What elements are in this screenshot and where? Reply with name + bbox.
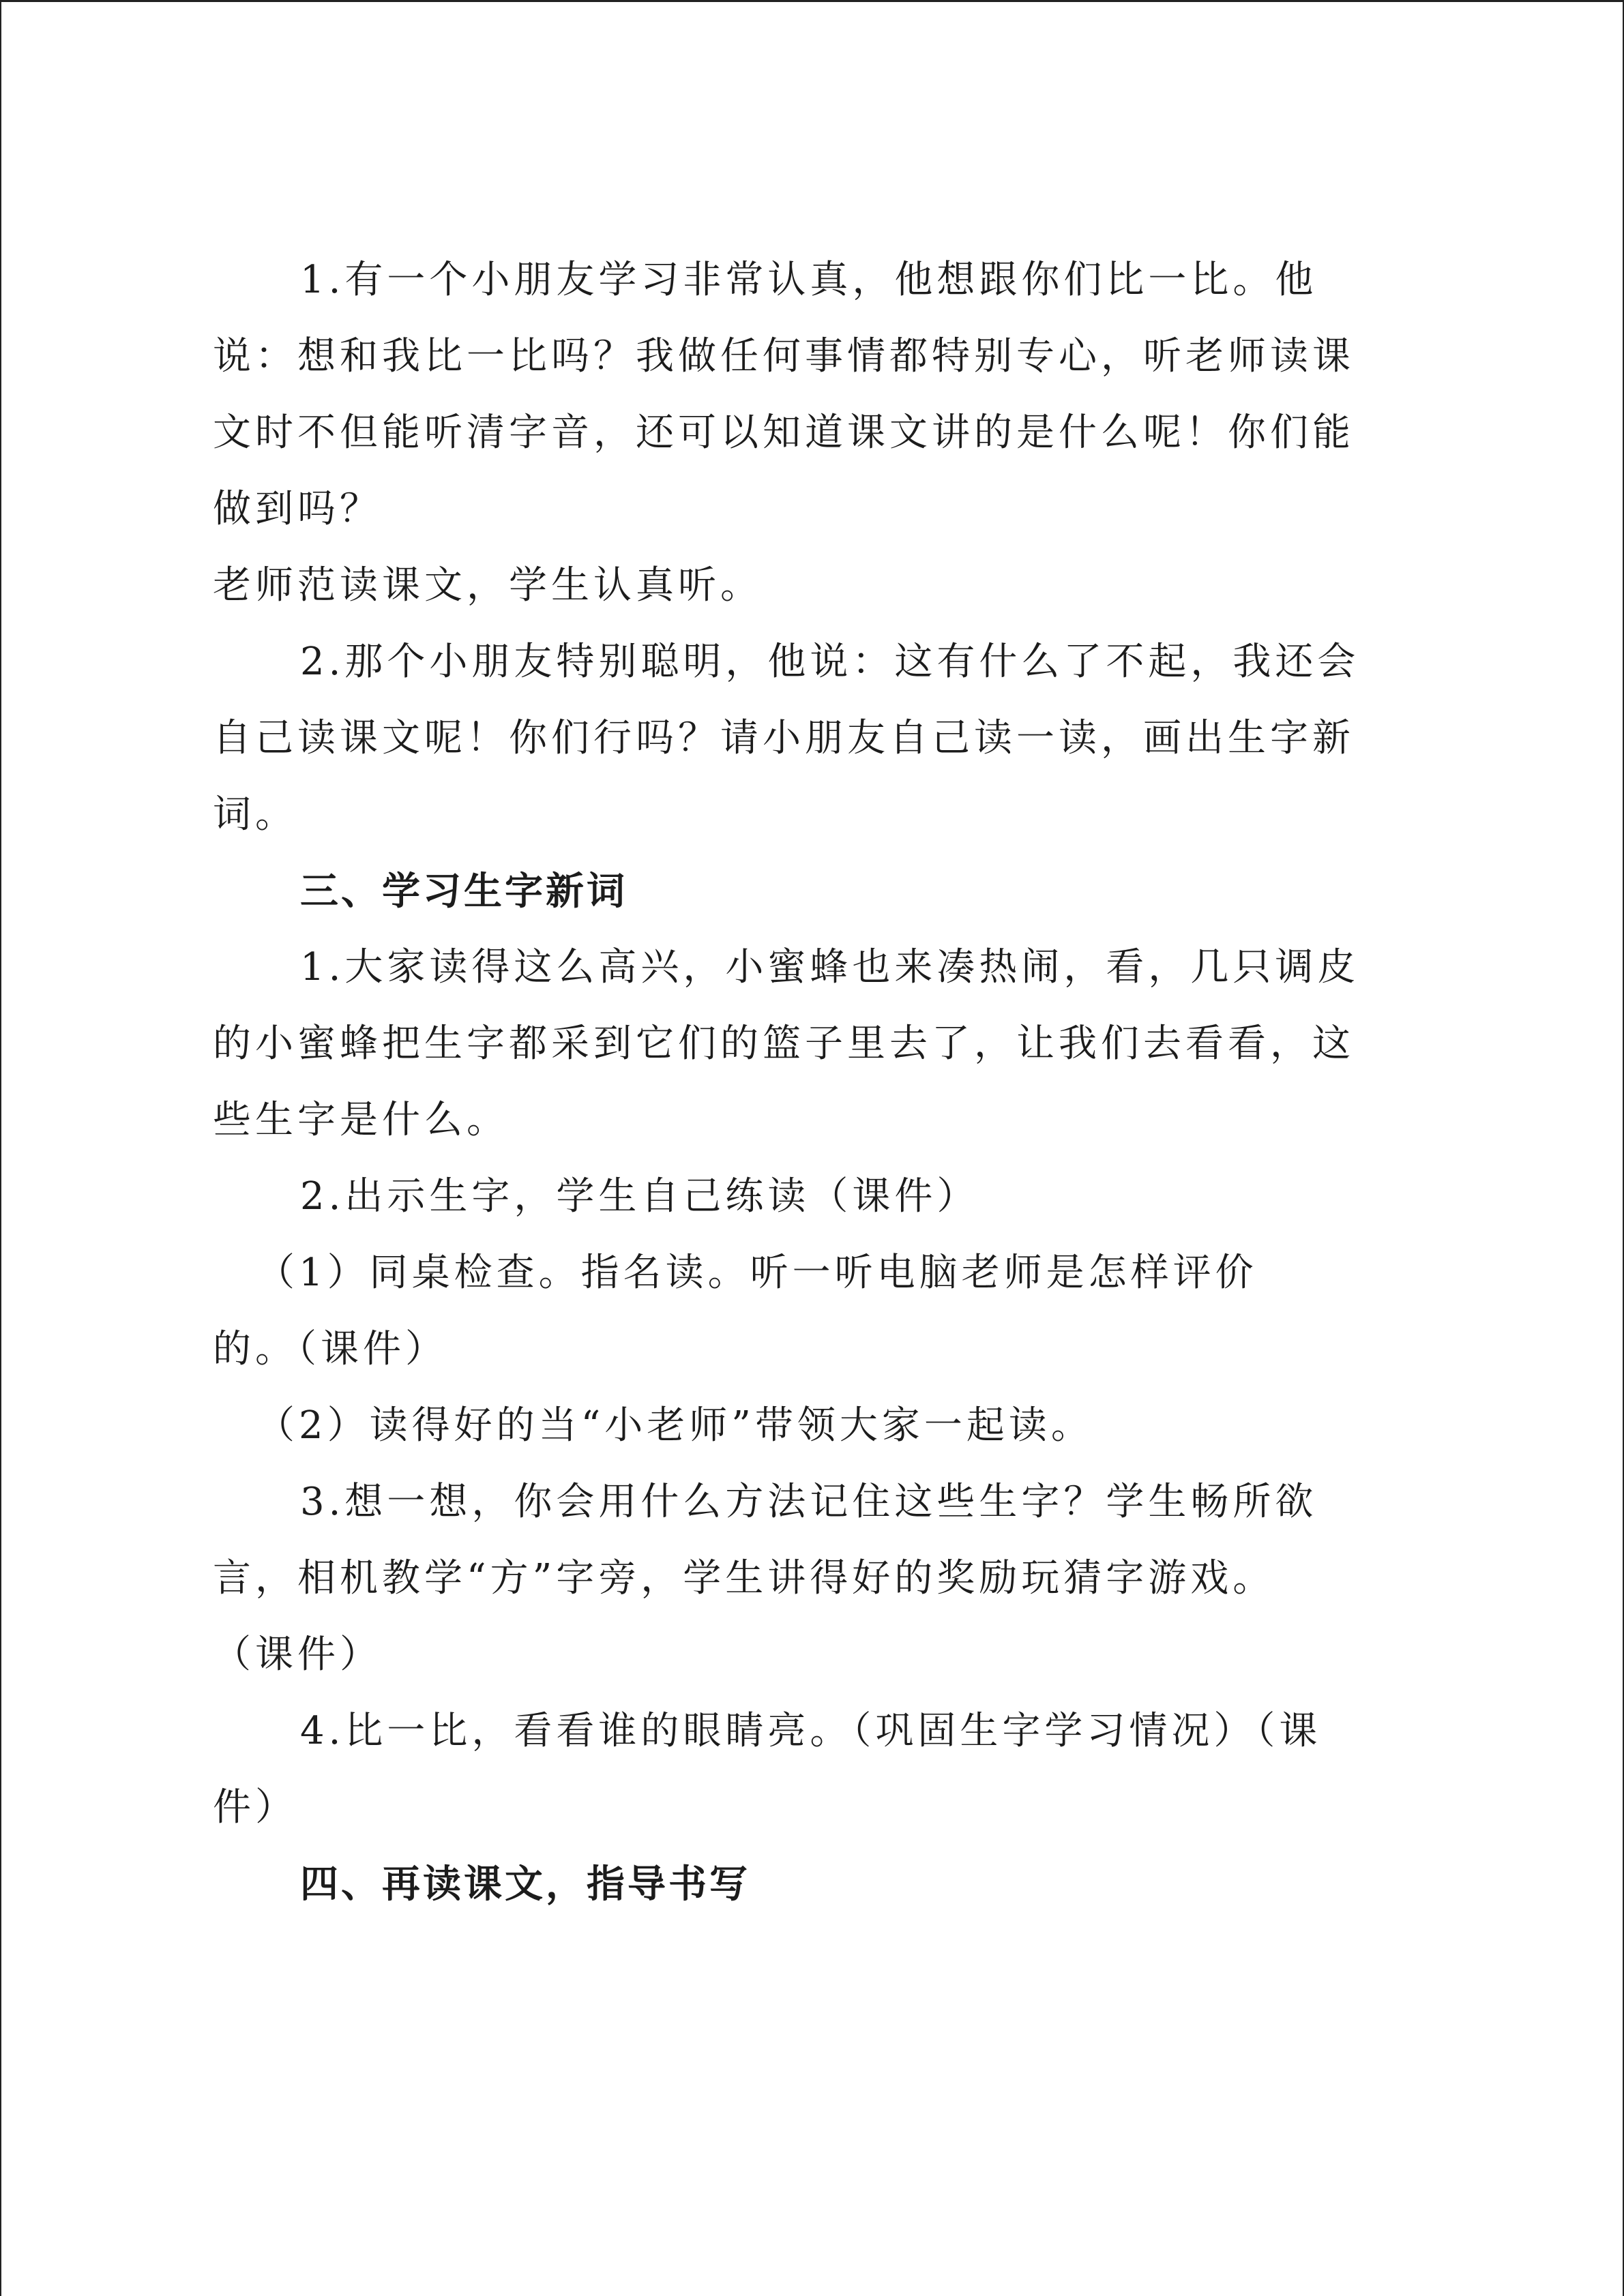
paragraph-3-line-1: 2.那个小朋友特别聪明，他说：这有什么了不起，我还会 — [300, 640, 1360, 684]
paragraph-6-line-1: （1）同桌检查。指名读。听一听电脑老师是怎样评价 — [256, 1251, 1258, 1295]
paragraph-5-line-1: 2.出示生字，学生自己练读（课件） — [300, 1174, 979, 1219]
paragraph-1-line-3: 文时不但能听清字音，还可以知道课文讲的是什么呢！你们能 — [213, 411, 1355, 455]
paragraph-2-line-1: 老师范读课文，学生认真听。 — [213, 563, 763, 608]
paragraph-1-line-1: 1.有一个小朋友学习非常认真，他想跟你们比一比。他 — [300, 258, 1318, 302]
paragraph-9-line-2: 件） — [213, 1785, 297, 1830]
document-page — [1, 2, 1623, 2296]
paragraph-3-line-3: 词。 — [213, 792, 297, 837]
paragraph-9-line-1: 4.比一比，看看谁的眼睛亮。（巩固生字学习情况）（课 — [300, 1709, 1322, 1753]
paragraph-4-line-1: 1.大家读得这么高兴，小蜜蜂也来凑热闹，看，几只调皮 — [300, 945, 1360, 989]
paragraph-7-line-1: （2）读得好的当“小老师”带领大家一起读。 — [256, 1403, 1093, 1448]
section-heading-4: 四、再读课文，指导书写 — [300, 1862, 750, 1907]
paragraph-1-line-2: 说：想和我比一比吗？我做任何事情都特别专心，听老师读课 — [213, 334, 1355, 378]
paragraph-1-line-4: 做到吗？ — [213, 487, 382, 531]
paragraph-8-line-3: （课件） — [213, 1632, 382, 1677]
paragraph-8-line-1: 3.想一想，你会用什么方法记住这些生字？学生畅所欲 — [300, 1480, 1318, 1524]
paragraph-6-line-2: 的。（课件） — [213, 1327, 447, 1371]
paragraph-4-line-3: 些生字是什么。 — [213, 1098, 509, 1142]
section-heading-3: 三、学习生字新词 — [300, 869, 628, 914]
paragraph-3-line-2: 自己读课文呢！你们行吗？请小朋友自己读一读，画出生字新 — [213, 716, 1355, 760]
paragraph-4-line-2: 的小蜜蜂把生字都采到它们的篮子里去了，让我们去看看，这 — [213, 1022, 1355, 1066]
paragraph-8-line-2: 言，相机教学“方”字旁，学生讲得好的奖励玩猜字游戏。 — [213, 1556, 1275, 1600]
